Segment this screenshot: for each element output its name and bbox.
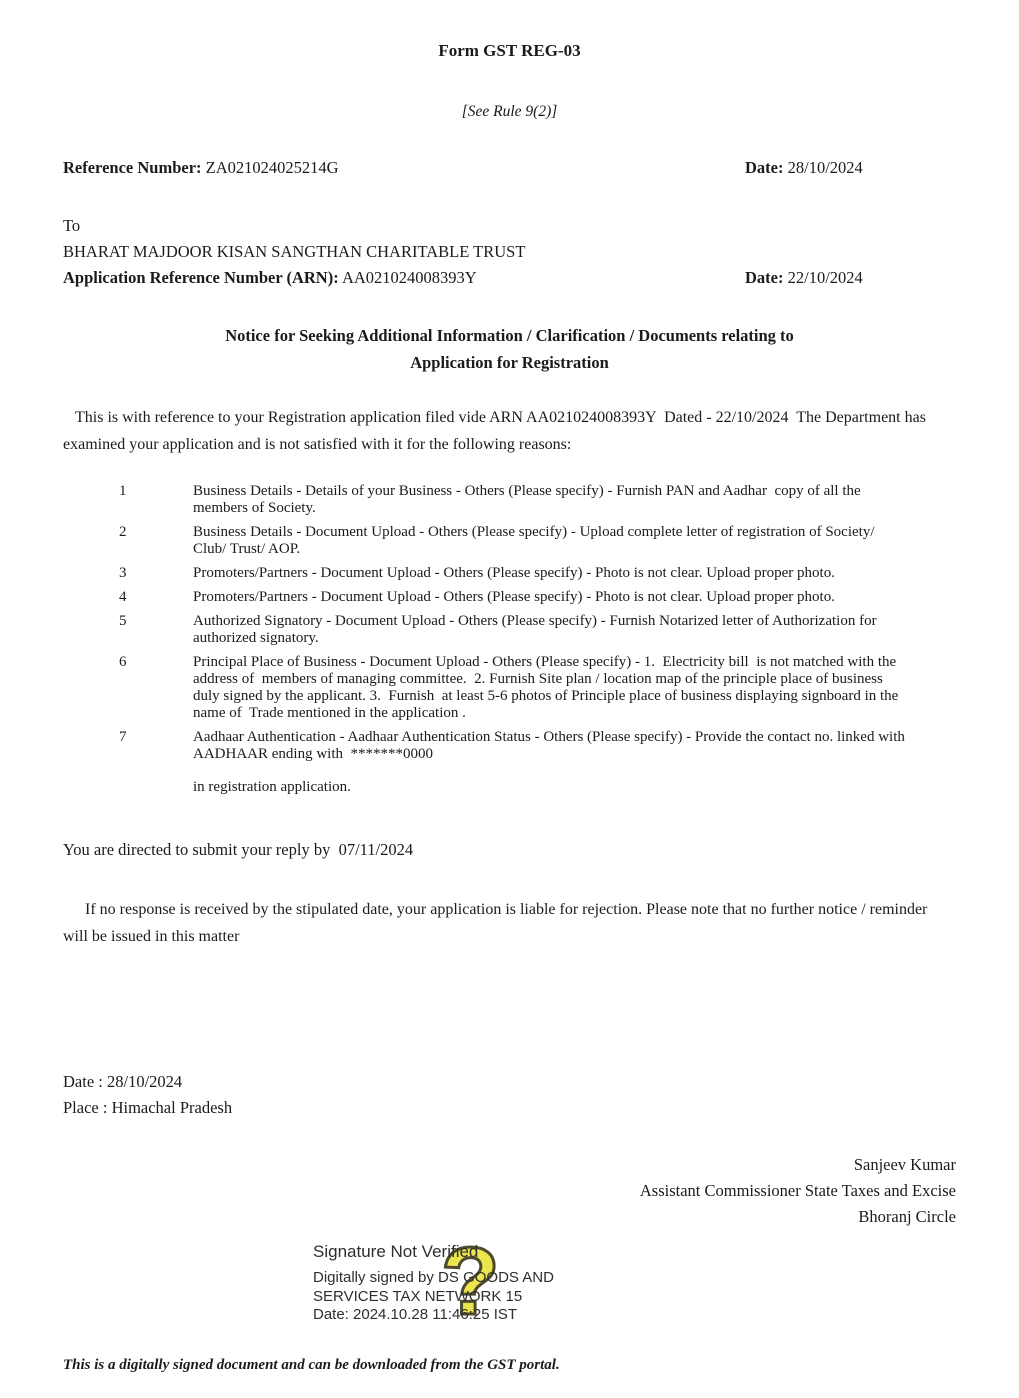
reason-item xyxy=(63,654,956,722)
reason-text: Aadhaar Authentication - Aadhaar Authentication Status - Others (Please specify) - Provide the contact no. linked with AADHAAR ending with *******0000 xyxy=(193,729,908,762)
arn-label: Application Reference Number (ARN): xyxy=(63,268,339,287)
reference-row xyxy=(63,158,956,178)
reason-text: Business Details - Details of your Business - Others (Please specify) - Furnish PAN and Aadhar copy of all the members of Society. xyxy=(193,483,865,516)
rule-reference: [See Rule 9(2)] xyxy=(461,103,558,120)
reason-item xyxy=(63,565,956,582)
intro-paragraph: This is with reference to your Registration application filed vide ARN AA021024008393Y Dated - 22/10/2024 The Department has examined your application and is not satisfied with it for the following reasons: xyxy=(63,409,930,453)
arn-row xyxy=(63,265,956,291)
closing-place: Place : Himachal Pradesh xyxy=(63,1098,233,1117)
reason-continuation: in registration application. xyxy=(193,779,351,795)
reasons-list xyxy=(63,483,956,763)
officer-signature-block xyxy=(63,1152,956,1230)
question-mark-icon: ? xyxy=(441,1228,500,1335)
notice-title xyxy=(63,322,956,376)
signature-detail-line: Date: 2024.10.28 11:46:25 IST xyxy=(313,1306,518,1323)
reason-text: Business Details - Document Upload - Others (Please specify) - Upload complete letter of registration of Society/ Club/ Trust/ AOP. xyxy=(193,524,879,557)
rejection-warning: If no response is received by the stipulated date, your application is liable for rejection. Please note that no further notice / reminder will be issued in this matter xyxy=(63,901,932,945)
document-footer-note: This is a digitally signed document and can be downloaded from the GST portal. xyxy=(63,1357,560,1373)
reason-number: 7 xyxy=(119,729,127,745)
reference-number-value: ZA021024025214G xyxy=(205,158,339,177)
officer-circle: Bhoranj Circle xyxy=(858,1207,956,1226)
issue-date-label: Date: xyxy=(745,158,784,177)
reason-number: 3 xyxy=(119,565,127,581)
addressee-to: To xyxy=(63,216,81,235)
addressee-name: BHARAT MAJDOOR KISAN SANGTHAN CHARITABLE TRUST xyxy=(63,242,526,261)
reason-text: Promoters/Partners - Document Upload - Others (Please specify) - Photo is not clear. Upload proper photo. xyxy=(193,589,835,605)
reason-number: 5 xyxy=(119,613,127,629)
reason-item xyxy=(63,483,956,517)
signature-detail-line: Digitally signed by DS GOODS AND xyxy=(313,1269,554,1286)
reason-number: 1 xyxy=(119,483,127,499)
digital-signature-stamp xyxy=(313,1228,613,1335)
reason-text: Promoters/Partners - Document Upload - Others (Please specify) - Photo is not clear. Upload proper photo. xyxy=(193,565,835,581)
reply-directive: You are directed to submit your reply by 07/11/2024 xyxy=(63,840,414,859)
reason-number: 6 xyxy=(119,654,127,670)
reason-item xyxy=(63,729,956,763)
reason-number: 4 xyxy=(119,589,127,605)
officer-name: Sanjeev Kumar xyxy=(853,1155,956,1174)
application-date-label: Date: xyxy=(745,268,784,287)
application-date xyxy=(745,265,956,291)
issue-date xyxy=(745,158,956,178)
arn xyxy=(63,265,477,291)
reason-text: Principal Place of Business - Document Upload - Others (Please specify) - 1. Electricity bill is not matched with the address of members of managing committee. 2. Furnish Site plan / location map of the principle place of business duly signed by the applicant. 3. Furnish at least 5-6 photos of Principle place of business displaying signboard in the name of Trade mentioned in the application . xyxy=(193,654,903,721)
reason-item xyxy=(63,589,956,606)
notice-title-line1: Notice for Seeking Additional Information / Clarification / Documents relating to xyxy=(225,326,794,345)
signature-detail-line: SERVICES TAX NETWORK 15 xyxy=(313,1287,523,1305)
notice-title-line2: Application for Registration xyxy=(410,353,609,372)
reason-item xyxy=(63,524,956,558)
form-title: Form GST REG-03 xyxy=(438,41,581,60)
reference-number xyxy=(63,158,339,178)
arn-value: AA021024008393Y xyxy=(341,268,477,287)
application-date-value: 22/10/2024 xyxy=(787,268,863,287)
signature-status-text: Signature Not Verified xyxy=(313,1242,479,1261)
reason-item xyxy=(63,613,956,647)
reason-number: 2 xyxy=(119,524,127,540)
closing-block xyxy=(63,1069,956,1121)
issue-date-value: 28/10/2024 xyxy=(787,158,863,177)
closing-date: Date : 28/10/2024 xyxy=(63,1072,183,1091)
reason-text: Authorized Signatory - Document Upload - Others (Please specify) - Furnish Notarized letter of Authorization for authorized signatory. xyxy=(193,613,881,646)
officer-designation: Assistant Commissioner State Taxes and Excise xyxy=(639,1181,956,1200)
reference-number-label: Reference Number: xyxy=(63,158,202,177)
